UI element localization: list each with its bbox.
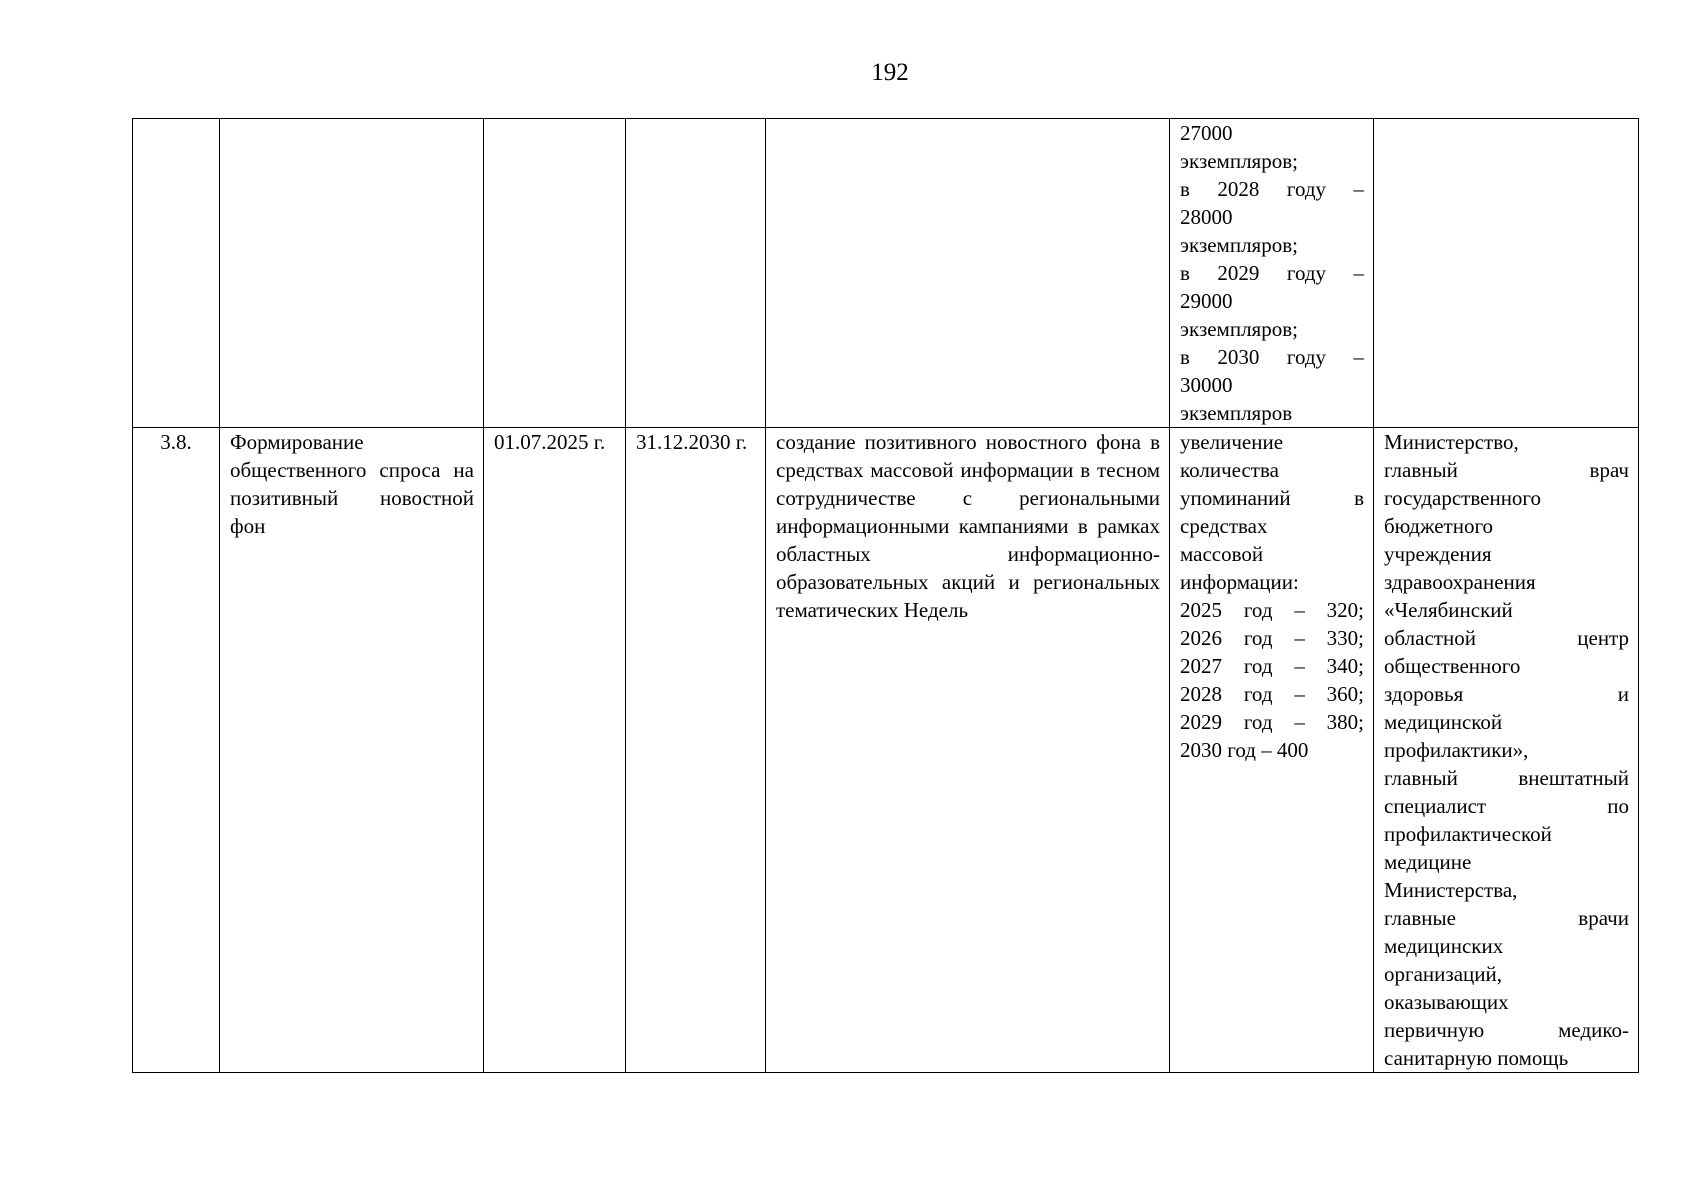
result-line: 2027 год – 340;: [1180, 654, 1364, 678]
cell-responsible: [1374, 428, 1639, 1073]
responsible-line: профилактической: [1384, 822, 1552, 846]
page-number: 192: [871, 59, 909, 86]
cell-responsible: [1374, 119, 1639, 428]
result-line: количества: [1180, 458, 1279, 482]
responsible-line: областной центр: [1384, 626, 1629, 650]
responsible-line: Министерства,: [1384, 878, 1518, 902]
result-line: в 2029 году –: [1180, 261, 1364, 285]
cell-end-date: 31.12.2030 г.: [626, 428, 766, 1073]
result-line: 2025 год – 320;: [1180, 598, 1364, 622]
cell-start-date: 01.07.2025 г.: [484, 428, 626, 1073]
responsible-line: общественного: [1384, 654, 1521, 678]
result-line: упоминаний в: [1180, 486, 1364, 510]
responsible-line: «Челябинский: [1384, 598, 1513, 622]
responsible-line: первичную медико-: [1384, 1018, 1629, 1042]
cell-result: [1170, 119, 1374, 428]
result-line: экземпляров: [1180, 401, 1293, 425]
responsible-line: здравоохранения: [1384, 570, 1536, 594]
result-line: 2028 год – 360;: [1180, 682, 1364, 706]
result-line: экземпляров;: [1180, 149, 1298, 173]
cell-title: Формирование общественного спроса на позитивный новостной фон: [220, 428, 484, 1073]
cell-number: 3.8.: [133, 428, 220, 1073]
responsible-line: учреждения: [1384, 542, 1492, 566]
result-line: средствах: [1180, 514, 1268, 538]
cell-end-date: [626, 119, 766, 428]
result-line: массовой: [1180, 542, 1264, 566]
responsible-line: санитарную помощь: [1384, 1046, 1569, 1070]
result-line: в 2028 году –: [1180, 177, 1364, 201]
responsible-line: профилактики»,: [1384, 738, 1529, 762]
result-line: экземпляров;: [1180, 233, 1298, 257]
responsible-line: медицинской: [1384, 710, 1503, 734]
responsible-line: медицинских: [1384, 934, 1504, 958]
responsible-line: специалист по: [1384, 794, 1629, 818]
responsible-line: организаций,: [1384, 962, 1502, 986]
responsible-line: государственного: [1384, 486, 1542, 510]
responsible-line: бюджетного: [1384, 514, 1494, 538]
cell-title: [220, 119, 484, 428]
responsible-line: здоровья и: [1384, 682, 1629, 706]
result-line: 30000: [1180, 373, 1233, 397]
responsible-line: оказывающих: [1384, 990, 1509, 1014]
plan-table: [132, 118, 1639, 1073]
table-row-3-8: [133, 428, 1639, 1073]
table-row-continuation: [133, 119, 1639, 428]
cell-number: [133, 119, 220, 428]
responsible-line: медицине: [1384, 850, 1472, 874]
cell-start-date: [484, 119, 626, 428]
responsible-line: главные врачи: [1384, 906, 1629, 930]
result-line: 2026 год – 330;: [1180, 626, 1364, 650]
responsible-line: главный врач: [1384, 458, 1629, 482]
result-line: 2029 год – 380;: [1180, 710, 1364, 734]
cell-description: создание позитивного новостного фона в средствах массовой информации в тесном сотрудничестве с региональными информационными кампаниями в рамках областных информационно-образовательных акций и региональных тематических Недель: [766, 428, 1170, 1073]
result-line: в 2030 году –: [1180, 345, 1364, 369]
result-line: увеличение: [1180, 430, 1284, 454]
result-line: экземпляров;: [1180, 317, 1298, 341]
responsible-line: Министерство,: [1384, 430, 1519, 454]
result-line: 29000: [1180, 289, 1233, 313]
result-line: информации:: [1180, 570, 1299, 594]
result-line: 28000: [1180, 205, 1233, 229]
cell-result: [1170, 428, 1374, 1073]
result-line: 2030 год – 400: [1180, 738, 1309, 762]
cell-description: [766, 119, 1170, 428]
result-line: 27000: [1180, 121, 1233, 145]
responsible-line: главный внештатный: [1384, 766, 1629, 790]
